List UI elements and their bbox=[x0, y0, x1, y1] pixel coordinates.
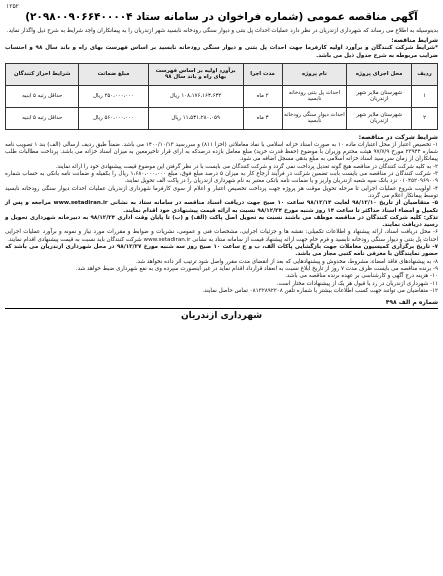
table-cell: احداث دیوار سنگی رودخانه نابسید bbox=[282, 107, 347, 129]
table-header: برآورد اولیه بر اساس فهرست بهای راه و باند سال ۹۸ bbox=[148, 63, 243, 85]
conditions-text: *شرایط شرکت کنندگان و برآورد اولیه کارفرما جهت احداث پل بتنی و دیوار سنگی رودخانه نابسید بر اساس فهرست بهای راه و باند سال ۹۸ و احتساب ضرایب مربوطه به شرح جدول ذیل می باشد. bbox=[5, 45, 438, 59]
general-conditions-heading: شرایط شرکت در مناقصه: bbox=[358, 133, 438, 141]
condition-paragraph: ۱۲- متقاضیان می توانند جهت کسب اطلاعات بیشتر با شماره تلفن ۰۸۱۳۲۸۹۲۲۰۸ تماس حاصل نمایند. bbox=[202, 287, 438, 294]
condition-paragraph: ۱- تخصیص اعتبار از محل اعتبارات ماده ۱۰ به صورت اسناد خزانه اسلامی با نماد معاملاتی (اخزا ۸۱۱) و سررسید ۱۴۰۰/۱۰/۱۳ می باشد. ضمناً طبق ردیف ارسالی (الف) بند ۱ تصویب نامه شماره ۲۳۹۴۴ مورخ ۹۷/۷/۹ هیئت محترم وزیران با موضوع (حفظ قدرت خرید) مبلغ معامل بازده درصدکه به ارای قرار تاخیرمعین به میزان اسناد خزانه می باشد. پرداخت مطالبات طلب پیمانکاران از زمان سررسید اسناد خزانه اسلامی به مبلغ بدهی مسجل اضافه می شود. bbox=[5, 141, 438, 163]
table-cell: حداقل رتبه ۵ ابنیه bbox=[6, 107, 79, 129]
condition-paragraph: ۷- تاریخ برگزاری کمیسیون معاملات جهت بازگشایی پاکات الف، ب و ج ساعت ۱۰ صبح روز سه شنبه مورخ ۹۸/۱۲/۲۷ در محل شهرداری ازندریان می باشد که حضور نمایندگان با معرفی نامه کتبی مجاز می باشد. bbox=[5, 244, 438, 258]
condition-paragraph: ۳- شرکت کنندگان در مناقصه می بایست بابت تضمین شرکت در فرآیند ارجاع کار به میزان ۵ درصد مبلغ فوق، مبلغ ۱،۶۸۰،۰۰۰،۰۰۰ ریال را بکفیله و ضمانت نامه بانکی به حساب شماره ۰۱۰۴۵۲۰۹۶۹۰۰۹ نزد بانک سپه شعبه ازندریان واریز و یا ضمانت نامه بانکی معتبر به نام شهرداری ازندریان را در پاکت الف تحویل نمایند. bbox=[5, 171, 438, 185]
table-cell: ۲ ماه bbox=[243, 85, 282, 107]
tender-table bbox=[5, 63, 438, 130]
table-header: ردیف bbox=[412, 63, 438, 85]
condition-paragraph: ۴- اولویت شروع عملیات اجرایی تا مرحله تحویل موقت هر پروژه جهت پرداخت تخصیص اعتبار و اعلام از سوی کارفرما شهرداری ازندریان عملیات احداث دیوار سنگی رودخانه نابسید توسط پیمانکار اعلام می گردد. bbox=[5, 185, 438, 199]
table-cell: ۵۶۰،۰۰۰،۰۰۰ ریال bbox=[79, 107, 148, 129]
table-header-row bbox=[6, 63, 438, 85]
footer-number: شماره م الف ۴۹۸ bbox=[385, 299, 438, 307]
note-paragraph: تذکر: کلیه شرکت کنندگان در مناقصه موظف می باشند نسبت به تحویل اصل پاکت (الف) و (ب) تا پایان وقت اداری ۹۸/۱۲/۲۴ به دبیرخانه شهرداری تحویل و رسید دریافت نمایند. bbox=[5, 214, 438, 229]
table-header: شرایط احراز کنندگان bbox=[6, 63, 79, 85]
table-row bbox=[6, 85, 438, 107]
table-header: مبلغ ضمانت bbox=[79, 63, 148, 85]
table-row bbox=[6, 107, 438, 129]
table-cell: ۳ ماه bbox=[243, 107, 282, 129]
table-cell: شهرستان ملایر شهر ازندریان bbox=[347, 107, 412, 129]
condition-paragraph: ۹- برنده مناقصه می بایست ظرف مدت ۷ روز از تاریخ ابلاغ نسبت به انعقاد قرارداد اقدام نماید در غیر اینصورت سپرده وی به نفع شهرداری ضبط خواهد شد. bbox=[75, 265, 438, 272]
condition-paragraph: ۶- محل دریافت اسناد، ارائه پیشنهاد و اطلاعات تکمیلی: نقشه ها و جزئیات اجرایی، مشخصات فنی و عمومی، نشریات و ضوابط و مقررات مورد نیاز و نمونه و برآورد عملیات اجرایی احداث پل بتنی و دیوار سنگی رودخانه نابسید و فرم خام جهت ارائه پیشنهاد قیمت از سامانه ستاد به نشانی www.setadiran.ir شرکت کنندگان باید نسبت به قیمت پیشنهادی اقدام نمایند. bbox=[5, 229, 438, 243]
condition-paragraph: ۲- به کلیه شرکت کنندگان در مناقصه هیچ گونه تعدیل پرداخت نمی گردد و شرکت کنندگان می بایست با در نظر گرفتن این موضوع قیمت پیشنهادی خود را ارائه نمایند. bbox=[55, 163, 438, 170]
table-header: مدت اجرا bbox=[243, 63, 282, 85]
conditions-heading: شرایط مناقصه: bbox=[391, 37, 438, 45]
table-cell: ۱۱،۵۳۱،۲۸۰،۰۵۹ ریال bbox=[148, 107, 243, 129]
notice-title: آگهی مناقصه عمومی (شماره فراخوان در سامانه ستاد ۲۰۹۸۰۰۹۰۶۶۴۰۰۰۰۴) bbox=[25, 11, 418, 23]
organization-name: شهرداری ازندریان bbox=[5, 308, 438, 323]
reference-code: ۱۲۵۲ bbox=[6, 3, 19, 10]
table-header: نام پروژه bbox=[282, 63, 347, 85]
table-cell: ۲۵۰،۰۰۰،۰۰۰ ریال bbox=[79, 85, 148, 107]
condition-paragraph: ۱۱- شهرداری ازندریان در رد یا قبول هر یک از پیشنهادات مختار است. bbox=[276, 280, 438, 287]
condition-paragraph: ۸- به پیشنهادهای فاقد امضاء، مشروط، مخدوش و پیشنهادهایی که بعد از انقضای مدت مقرر واصل شود ترتیب اثر داده نخواهد شد. bbox=[135, 258, 438, 265]
condition-paragraph: ۵- متقاضیان از تاریخ ۹۸/۱۲/۱۰ لغایت ۹۸/۱۲/۱۴ ساعت ۱۰ صبح جهت دریافت اسناد مناقصه در سامانه ستاد به نشانی www.setadiran.ir مراجعه و پس از تکمیل و امضاء اسناد حداکثر تا ساعت ۱۴ روز شنبه مورخ ۹۸/۱۲/۲۴ نسبت به ارائه قیمت پیشنهادی خود اقدام نمایند. bbox=[5, 200, 439, 214]
table-cell: شهرستان ملایر شهر ازندریان bbox=[347, 85, 412, 107]
table-header: محل اجرای پروژه bbox=[347, 63, 412, 85]
intro-paragraph: بدینوسیله به اطلاع می رساند که شهرداری ازندریان در نظر دارد عملیات احداث پل بتنی و دیوار سنگی رودخانه نابسید شهر ازندریان را به پیمانکاران واجد شرایط به شرح ذیل واگذار نماید. bbox=[6, 28, 438, 34]
table-cell: ۱۰۸،۱۷۶،۱۶۳،۶۳۲ ریال bbox=[148, 85, 243, 107]
table-cell: احداث پل بتنی رودخانه نابسید bbox=[282, 85, 347, 107]
table-cell: ۱ bbox=[412, 85, 438, 107]
table-cell: حداقل رتبه ۵ ابنیه bbox=[6, 85, 79, 107]
table-cell: ۲ bbox=[412, 107, 438, 129]
condition-paragraph: ۱۰- هزینه درج آگهی و کارشناسی بر عهده برنده مناقصه می باشد. bbox=[284, 273, 438, 280]
